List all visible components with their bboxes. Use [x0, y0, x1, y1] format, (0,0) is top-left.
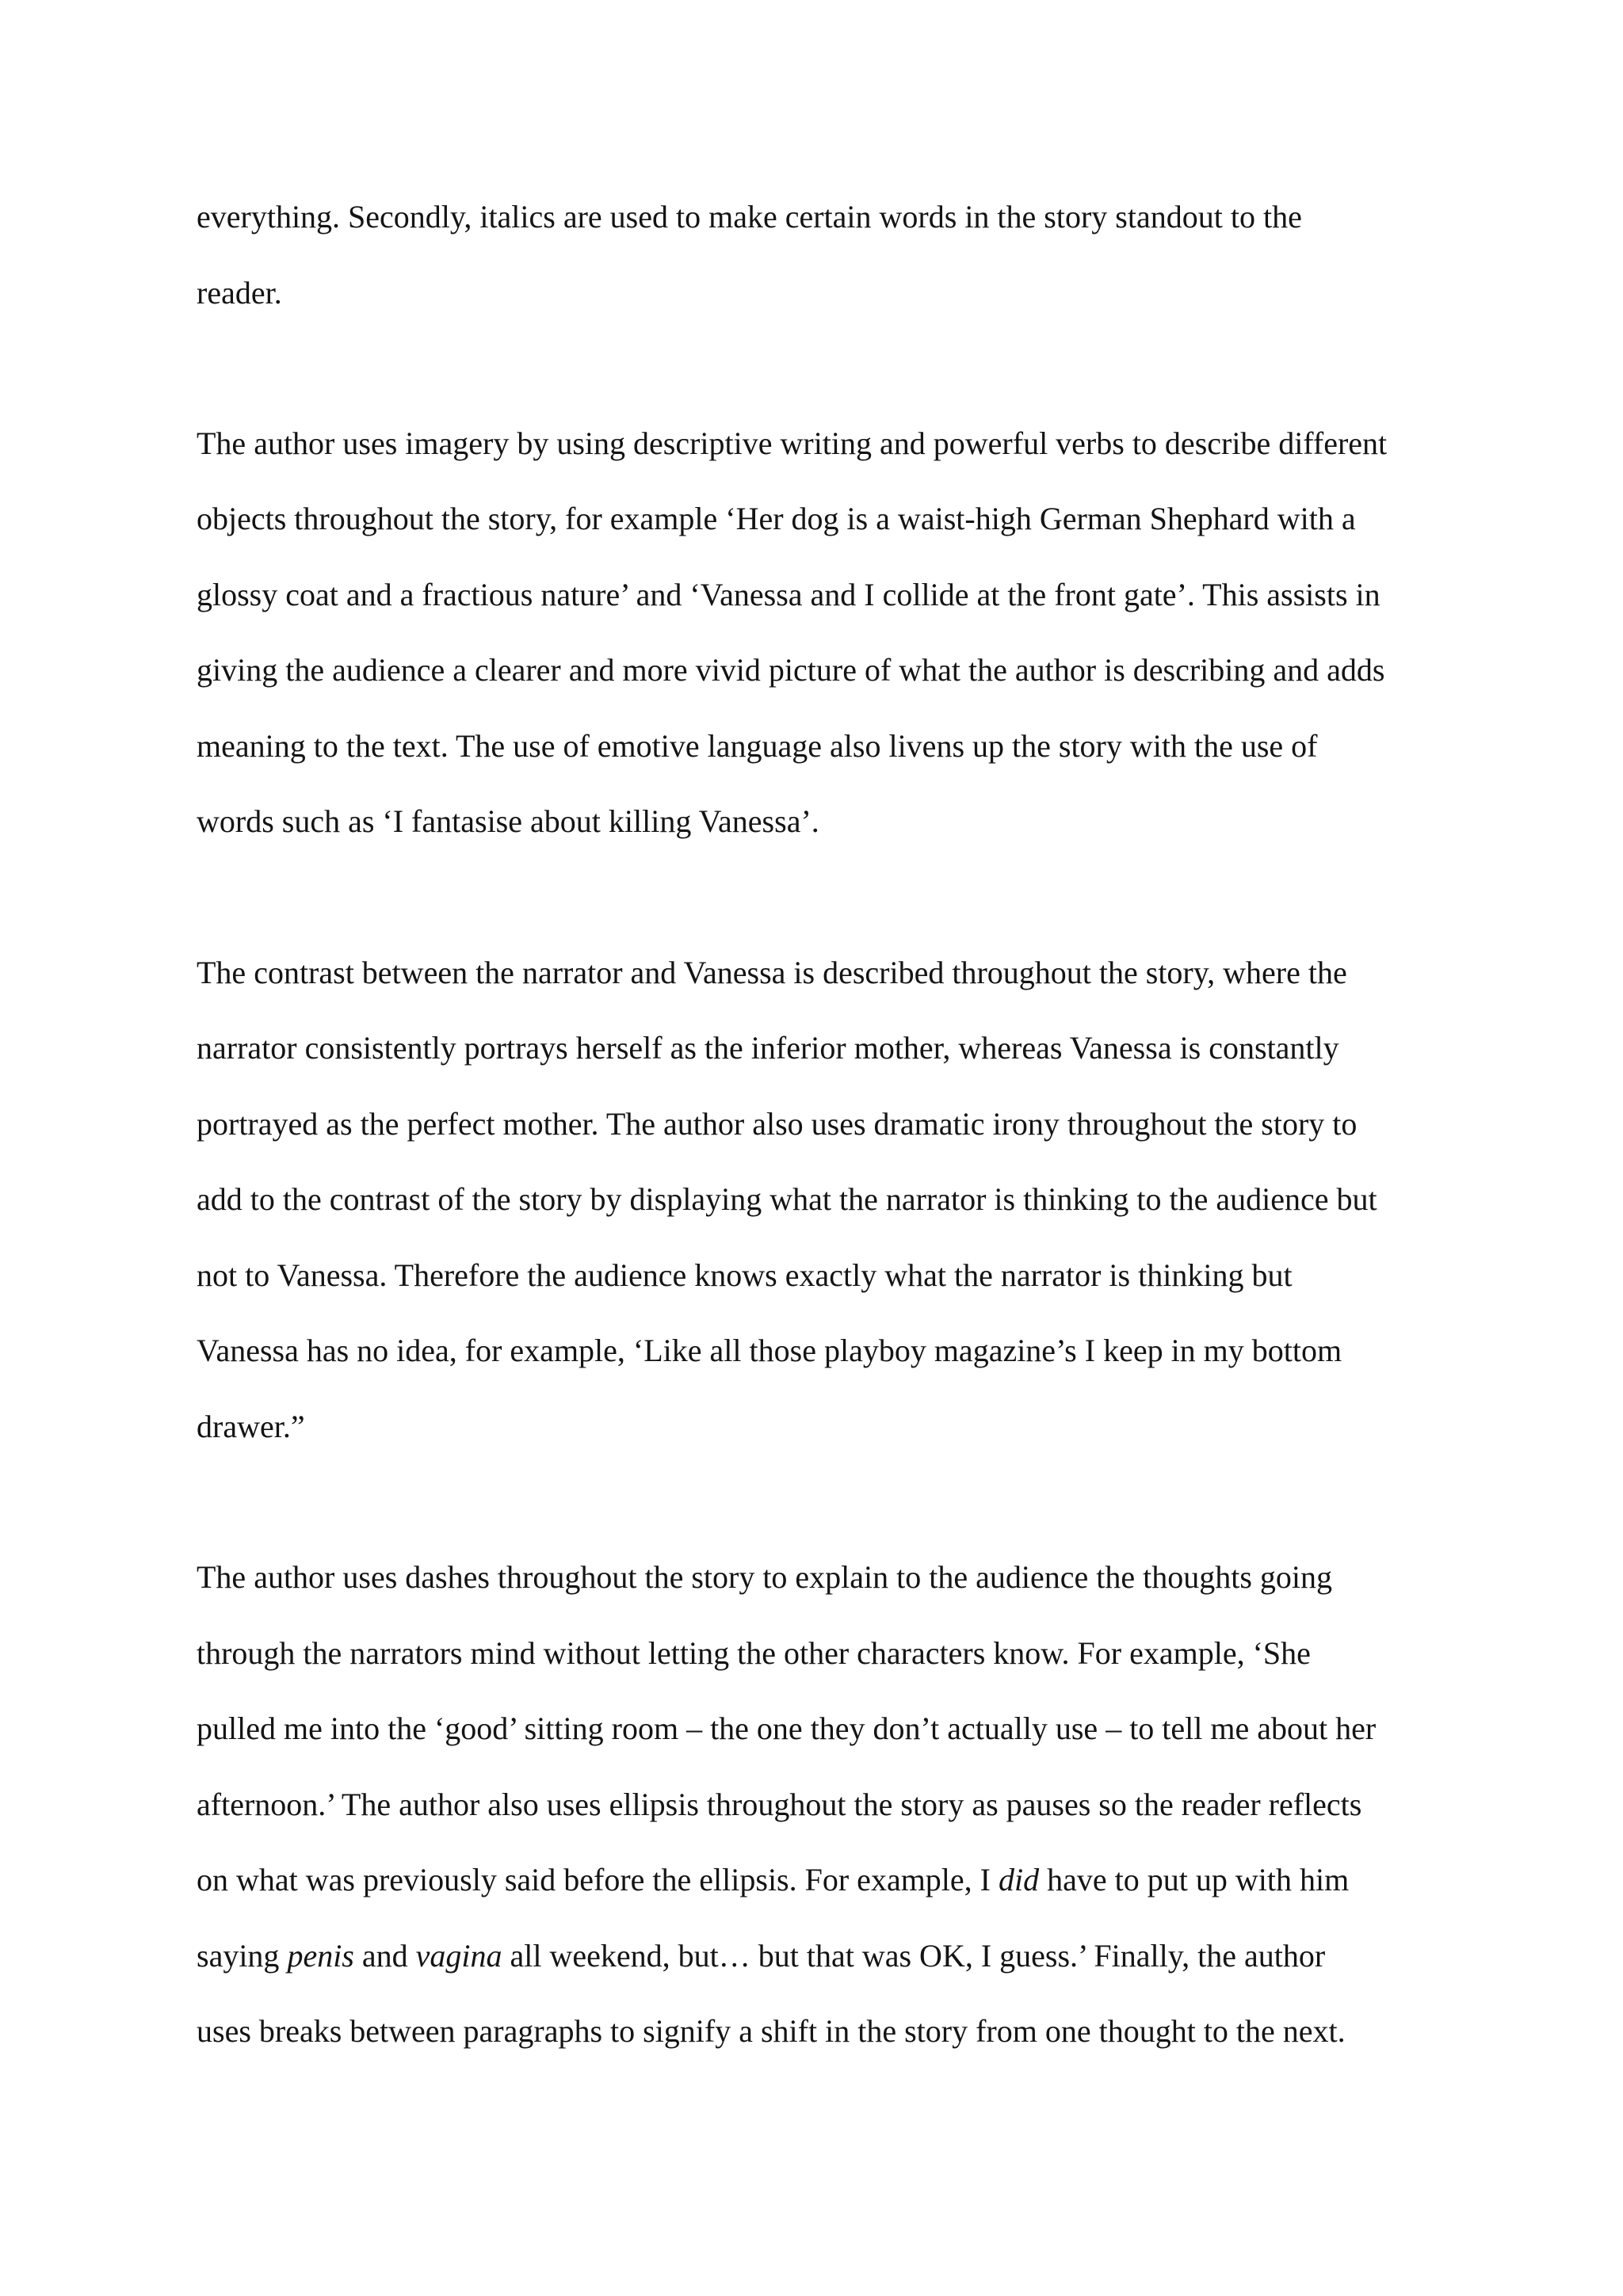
text-line: narrator consistently portrays herself as the inferior mother, whereas Vanessa is constantly	[197, 1030, 1339, 1066]
text-run: on what was previously said before the ellipsis. For example, I	[197, 1862, 999, 1897]
text-line: portrayed as the perfect mother. The author also uses dramatic irony throughout the story to	[197, 1106, 1358, 1142]
text-run: all weekend, but… but that was OK, I guess.’ Finally, the author	[502, 1938, 1326, 1974]
text-line: giving the audience a clearer and more vivid picture of what the author is describing and adds	[197, 652, 1385, 688]
text-run: have to put up with him	[1039, 1862, 1350, 1897]
text-line: uses breaks between paragraphs to signify a shift in the story from one thought to the next.	[197, 2013, 1346, 2049]
text-line: meaning to the text. The use of emotive language also livens up the story with the use of	[197, 728, 1318, 764]
text-line: everything. Secondly, italics are used to make certain words in the story standout to the	[197, 199, 1302, 235]
text-line: The contrast between the narrator and Vanessa is described throughout the story, where the	[197, 955, 1347, 990]
text-line: pulled me into the ‘good’ sitting room – the one they don’t actually use – to tell me about her	[197, 1711, 1377, 1746]
text-line	[197, 1937, 1449, 1975]
text-line: The author uses dashes throughout the story to explain to the audience the thoughts going	[197, 1559, 1333, 1595]
italic-word: penis	[287, 1938, 354, 1974]
text-line	[197, 1861, 1449, 1899]
italic-word: vagina	[415, 1938, 502, 1974]
text-line: Vanessa has no idea, for example, ‘Like all those playboy magazine’s I keep in my bottom	[197, 1333, 1342, 1368]
text-line: drawer.”	[197, 1409, 305, 1444]
text-run: saying	[197, 1938, 288, 1974]
text-run: and	[353, 1938, 416, 1974]
text-line: glossy coat and a fractious nature’ and ‘Vanessa and I collide at the front gate’. This assists in	[197, 577, 1381, 612]
text-line: add to the contrast of the story by displaying what the narrator is thinking to the audience but	[197, 1181, 1377, 1217]
text-line: objects throughout the story, for example ‘Her dog is a waist-high German Shephard with a	[197, 501, 1356, 536]
italic-word: did	[999, 1862, 1040, 1897]
text-line: The author uses imagery by using descriptive writing and powerful verbs to describe different	[197, 425, 1388, 461]
text-line: afternoon.’ The author also uses ellipsis throughout the story as pauses so the reader reflects	[197, 1787, 1362, 1822]
text-line: through the narrators mind without letting the other characters know. For example, ‘She	[197, 1635, 1311, 1671]
text-line: not to Vanessa. Therefore the audience knows exactly what the narrator is thinking but	[197, 1257, 1293, 1293]
text-line: words such as ‘I fantasise about killing Vanessa’.	[197, 803, 819, 839]
text-line: reader.	[197, 275, 282, 311]
